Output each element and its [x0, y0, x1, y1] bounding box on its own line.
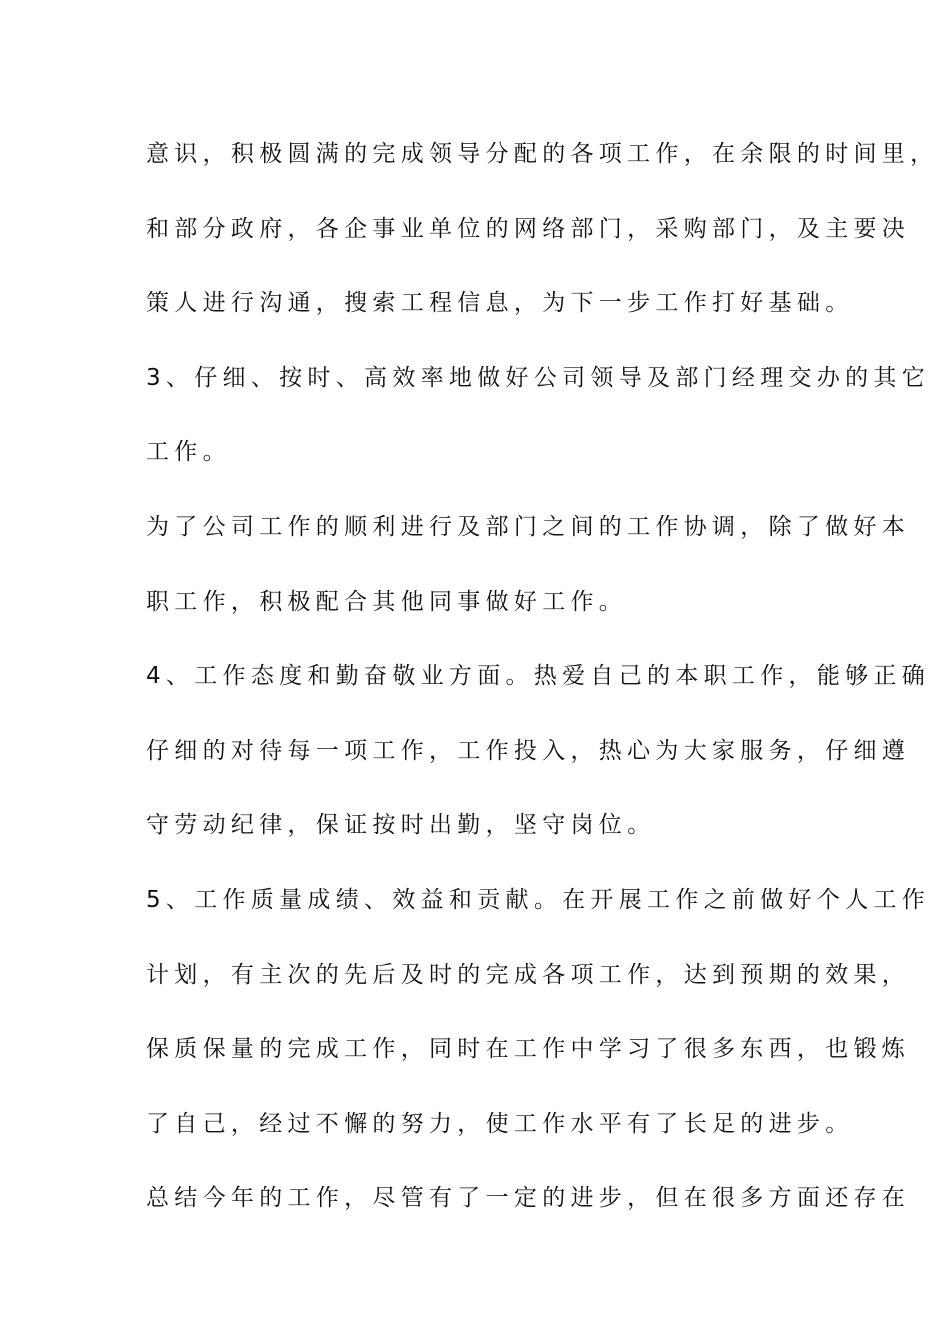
text-line: 工作。 — [146, 439, 231, 466]
document-body — [146, 134, 939, 1253]
text-line: 了自己，经过不懈的努力，使工作水平有了长足的进步。 — [146, 1110, 854, 1137]
text-line: 总结今年的工作，尽管有了一定的进步，但在很多方面还存在 — [146, 1185, 911, 1212]
text-line: 保质保量的完成工作，同时在工作中学习了很多东西，也锻炼 — [146, 1036, 911, 1063]
text-line: 职工作，积极配合其他同事做好工作。 — [146, 588, 628, 615]
text-line: 策人进行沟通，搜索工程信息，为下一步工作打好基础。 — [146, 290, 854, 317]
text-line: 守劳动纪律，保证按时出勤，坚守岗位。 — [146, 812, 656, 839]
text-line: 计划，有主次的先后及时的完成各项工作，达到预期的效果， — [146, 961, 911, 988]
text-line: 5、工作质量成绩、效益和贡献。在开展工作之前做好个人工作 — [146, 886, 931, 913]
text-line: 和部分政府，各企事业单位的网络部门，采购部门，及主要决 — [146, 215, 911, 242]
text-line: 3、仔细、按时、高效率地做好公司领导及部门经理交办的其它 — [146, 364, 931, 391]
text-line: 4、工作态度和勤奋敬业方面。热爱自己的本职工作，能够正确 — [146, 663, 931, 690]
text-line: 为了公司工作的顺利进行及部门之间的工作协调，除了做好本 — [146, 513, 911, 540]
text-line: 意识，积极圆满的完成领导分配的各项工作，在余限的时间里， — [146, 141, 939, 167]
text-line: 仔细的对待每一项工作，工作投入，热心为大家服务，仔细遵 — [146, 737, 911, 764]
